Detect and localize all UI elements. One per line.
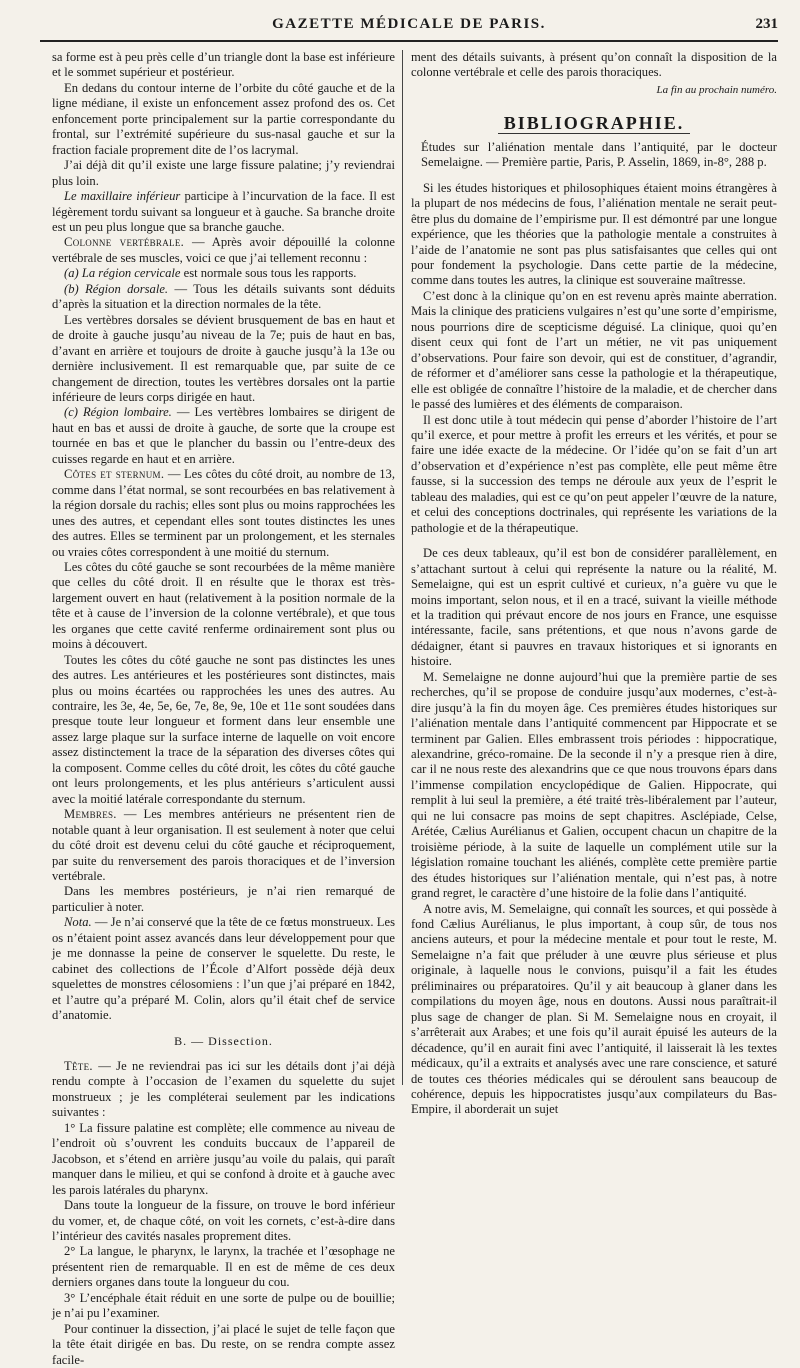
paragraph-label: (a) La région cervicale [64, 266, 181, 281]
paragraph: 2° La langue, le pharynx, le larynx, la trachée et l’œsophage ne présentent rien de remarquable. Il en est de même de ces deux derniers organes dans toute la longueur du cou. [52, 1244, 395, 1290]
paragraph-label: (b) Région dorsale. [64, 281, 169, 296]
paragraph: Dans toute la longueur de la fissure, on trouve le bord inférieur du vomer, et, de chaque côté, on voit les cornets, c’est-à-dire dans l’intérieur des cavités nasales proprement dites. [52, 1198, 395, 1243]
paragraph [52, 282, 395, 313]
paragraph [52, 1059, 395, 1121]
column-divider [402, 50, 403, 1085]
page-number: 231 [755, 16, 778, 32]
paragraph: Il est donc utile à tout médecin qui pense d’aborder l’histoire de l’art qu’il exerce, et pour mettre à profit les erreurs et les vérités, et pour se faire une idée exacte de la médecine. Or l’idée qu’on se fait d’un art d’observation et d’expérience n’est pas complète, elle peut même être fausse, si la succession des temps ne déroule aux yeux de l’esprit le tableau des maladies, qui est ce qu’on peut appeler l’œuvre de la nature, et celui des conceptions doctrinales, qui représente les variations de la pathologie et de la thérapeutique. [411, 412, 777, 535]
paragraph: 3° L’encéphale était réduit en une sorte de pulpe ou de bouillie; je n’ai pu l’examiner. [52, 1290, 395, 1321]
paragraph-text: — Les membres antérieurs ne présentent rien de notable quant à leur organisation. Il est seulement à noter que celui du côté droit est devenu celui du côté gauche et réciproquement, par suite du renversement des parois thoraciques et de l’inversion vertébrale. [52, 807, 396, 884]
running-head [40, 14, 778, 42]
paragraph-text: — Les vertèbres lombaires se dirigent de haut en bas et aussi de droite à gauche, de sorte que la croupe est tournée en bas et que le plancher du bassin ou l’entre-deux des cuisses regarde en haut et en arrière. [52, 405, 396, 466]
paragraph-text: — Je ne reviendrai pas ici sur les détails dont j’ai déjà rendu compte à l’occasion de l’examen du squelette du sujet monstrueux ; je les compléterai seulement par les indications suivantes : [52, 1059, 395, 1120]
paragraph [52, 235, 395, 266]
journal-title: GAZETTE MÉDICALE DE PARIS. [272, 16, 546, 32]
paragraph-lead: Membres. [64, 807, 117, 822]
right-column [411, 50, 777, 1117]
section-heading-text: BIBLIOGRAPHIE. [498, 113, 691, 134]
paragraph-label: Nota. [64, 915, 92, 930]
paragraph [52, 189, 395, 235]
left-column [52, 50, 396, 1367]
paragraph [52, 807, 395, 884]
paragraph: M. Semelaigne ne donne aujourd’hui que la première partie de ses recherches, qu’il se propose de conduire jusqu’aux modernes, c’est-à-dire jusqu’à la fin du moyen âge. Ces premières études historiques sur l’aliénation mentale dans l’antiquité commencent par Hippocrate et se terminent par Galien. Elles embrassent trois périodes : hippocratique, alexandrine, gréco-romaine. De la seconde il n’y a presque rien à dire, car il ne nous reste des alexandrins que ce que nous trouvons épars dans l’immense compilation encyclopédique de Galien. Hippocrate, qui remplit à lui seul la première, a été traité très-libéralement par l’auteur, qui ne lui consacre pas moins de sept chapitres. Asclépiade, Celse, Arétée, Cælius Aurélianus et Galien, occupent chacun un chapitre de la troisième période, à la suite de laquelle un complément utile sur la législation romaine touchant les aliénés, complète cette première partie des études historiques sur l’aliénation mentale, qui n’est pas, à notre grand regret, le caractère d’une histoire de la folie dans l’antiquité. [411, 669, 777, 901]
paragraph-text: — Les côtes du côté droit, au nombre de 13, comme dans l’état normal, se sont recourbées en bas relativement à la région dorsale du rachis; elles sont plus ou moins rapprochées les unes des autres, et cependant elles sont toutes distinctes les unes des autres. Elles se terminent par un prolongement, et les sternales ou vraies côtes correspondent à une moitié du sternum. [52, 467, 395, 559]
paragraph: sa forme est à peu près celle d’un triangle dont la base est inférieure et le sommet supérieur et postérieur. [52, 50, 395, 80]
paragraph: A notre avis, M. Semelaigne, qui connaît les sources, et qui possède à fond Cælius Aurélianus, le plus important, à coup sûr, de tous nos anciens auteurs, et pour la médecine mentale et pour tout le reste, M. Semelaigne n’a fait que préluder à une œuvre plus sérieuse et plus originale, à laquelle nous le convions, puisqu’il a fait les études préliminaires ou préparatoires. Qu’il y ait beaucoup à glaner dans les compilations du moyen âge, nous en doutons. Aussi nous paraîtrait-il plus sage de changer de plan. Si M. Semelaigne nous en croyait, il s’arrêterait aux Arabes; et une fois qu’il aurait épuisé les auteurs de la décadence, qu’il en aurait fini avec l’antiquité, il laisserait là les textes médicaux, qu’il a extraits et analysés avec une rare conscience, et saturé de toutes ces théories médicales qui se déroulent sans beaucoup de cohérence, depuis les hippocratistes jusqu’aux compilateurs du Bas-Empire, il aborderait un sujet [411, 901, 777, 1117]
paragraph-text: — Après avoir dépouillé la colonne vertébrale de ses muscles, voici ce que j’ai tellement reconnu : [52, 235, 395, 265]
spacer [411, 536, 777, 546]
paragraph [52, 405, 395, 467]
paragraph-text: — Je n’ai conservé que la tête de ce fœtus monstrueux. Les os n’étaient point assez avancés dans leur développement pour que je me donnasse la peine de conserver le squelette. Du reste, le cabinet des collections de l’École d’Alfort possède déjà deux squelettes de monstres célosomiens : l’un que j’ai préparé en 1842, et l’autre qu’a préparé M. Colin, alors qu’il était chef de service d’anatomie. [52, 915, 395, 1023]
paragraph [52, 915, 395, 1023]
section-subheading: B. — Dissection. [174, 1033, 273, 1048]
paragraph [52, 266, 395, 281]
paragraph: Pour continuer la dissection, j’ai placé le sujet de telle façon que la tête était dirigée en bas. Du reste, on se rendra compte assez facile- [52, 1321, 395, 1367]
paragraph-label: (c) Région lombaire. [64, 405, 172, 420]
bibliography-entry: Études sur l’aliénation mentale dans l’antiquité, par le docteur Semelaigne. — Première partie, Paris, P. Asselin, 1869, in-8°, 288 p. [421, 139, 777, 170]
paragraph: En dedans du contour interne de l’orbite du côté gauche et de la ligne médiane, il existe un enfoncement assez profond des os. Cet enfoncement porte principalement sur la partie correspondante du frontal, sur l’extrémité supérieure du sus-nasal gauche et sur la fraction faciale proprement dite de l’os lacrymal. [52, 80, 395, 157]
paragraph: J’ai déjà dit qu’il existe une large fissure palatine; j’y reviendrai plus loin. [52, 158, 395, 188]
paragraph: Toutes les côtes du côté gauche ne sont pas distinctes les unes des autres. Les antérieures et les postérieures sont distinctes, mais plus ou moins écartées ou rapprochées les unes des autres. Au contraire, les 3e, 4e, 5e, 6e, 7e, 8e, 9e, 10e et 11e sont soudées dans presque toute leur longueur et forment dans leur ensemble une assez large plaque sur la surface interne de laquelle on voit encore assez distinctement la trace de la séparation des diverses côtes qui la composent. Comme celles du côté droit, les côtes du côté gauche ont leurs prolongements, et les plus antérieurs s’articulent aussi avec la moitié latérale correspondante du sternum. [52, 652, 395, 806]
section-heading [411, 113, 777, 134]
paragraph-text: — Tous les détails suivants sont déduits d’après la situation et la direction normales de la tête. [52, 281, 395, 312]
paragraph: Si les études historiques et philosophiques étaient moins étrangères à la plupart de nos médecins de fous, l’aliénation mentale ne serait peut-être plus du domaine de l’empirisme pur. Il est démontré par une longue expérience, que les théories que la pathologie mentale a construites à l’aide de l’anatomie ne sont pas plus satisfaisantes que celles qui ont pour fondement la psychologie. Dans cette partie de la médecine, comme dans toutes les autres, la clinique est souveraine maîtresse. [411, 180, 777, 288]
paragraph: De ces deux tableaux, qu’il est bon de considérer parallèlement, en s’attachant surtout à celui qui représente la nature ou la réalité, M. Semelaigne, qui est un esprit cultivé et curieux, n’a guère vu que le moins important, selon nous, et il en a tracé, suivant la vieille méthode et la tradition qui prévaut encore de nos jours en France, une esquisse intéressante, facile, sans prétentions, et que nous n’avons garde de dédaigner, étant si pauvres en travaux historiques et si ignorants en histoire. [411, 546, 777, 669]
paragraph: C’est donc à la clinique qu’on en est revenu après mainte aberration. Mais la clinique des praticiens vulgaires n’est qu’une sorte d’empirisme, nous pourrions dire de scepticisme déguisé. La clinique, quoi qu’en disent ceux qui font de l’art un métier, ne vit pas uniquement d’observations. Pour faire son devoir, qui est de constituer, d’agrandir, de réformer et d’améliorer sans cesse la pathologie et la thérapeutique, elle est obligée de connaître l’histoire de la maladie, et de chercher dans le passé des lumières et des éléments de comparaison. [411, 288, 777, 412]
paragraph: ment des détails suivants, à présent qu’on connaît la disposition de la colonne vertébrale et celle des parois thoraciques. [411, 50, 777, 80]
paragraph: Les côtes du côté gauche se sont recourbées de la même manière que celles du côté droit. Il en résulte que le thorax est très-largement ouvert en haut (relativement à la position normale de la tête et à cause de l’inversion de la colonne vertébrale), et que tous les organes que cette cavité renferme ordinairement sont plus ou moins à découvert. [52, 559, 395, 652]
paragraph-text: est normale sous tous les rapports. [183, 266, 357, 281]
paragraph: 1° La fissure palatine est complète; elle commence au niveau de l’endroit où s’ouvrent les conduits buccaux de l’appareil de Jacobson, et s’étend en arrière jusqu’au voile du palais, qui paraît manquer dans le milieu, et qui se confond à droite et à gauche avec les parois latérales du pharynx. [52, 1120, 395, 1197]
paragraph [52, 467, 395, 560]
paragraph-lead: Côtes et sternum. [64, 467, 165, 482]
paragraph: Dans les membres postérieurs, je n’ai rien remarqué de particulier à noter. [52, 884, 395, 914]
paragraph-lead: Tête. [64, 1059, 93, 1073]
paragraph-lead: Colonne vertébrale. [64, 235, 185, 250]
paragraph: Les vertèbres dorsales se dévient brusquement de bas en haut et de droite à gauche jusqu’au niveau de la 7e; puis de haut en bas, d’avant en arrière et toujours de droite à gauche jusqu’à la 13e ou dernière inclusivement. Il est remarquable que, par suite de ce changement de direction, toutes les vertèbres dorsales ont la partie inférieure de leurs corps dirigée en haut. [52, 312, 395, 404]
paragraph-label: Le maxillaire inférieur [64, 189, 181, 204]
continued-note: La fin au prochain numéro. [656, 83, 777, 96]
paragraph-text: participe à l’incurvation de la face. Il est légèrement tordu suivant sa longueur et à gauche. Sa branche droite est un peu plus longue que sa branche gauche. [52, 189, 395, 234]
